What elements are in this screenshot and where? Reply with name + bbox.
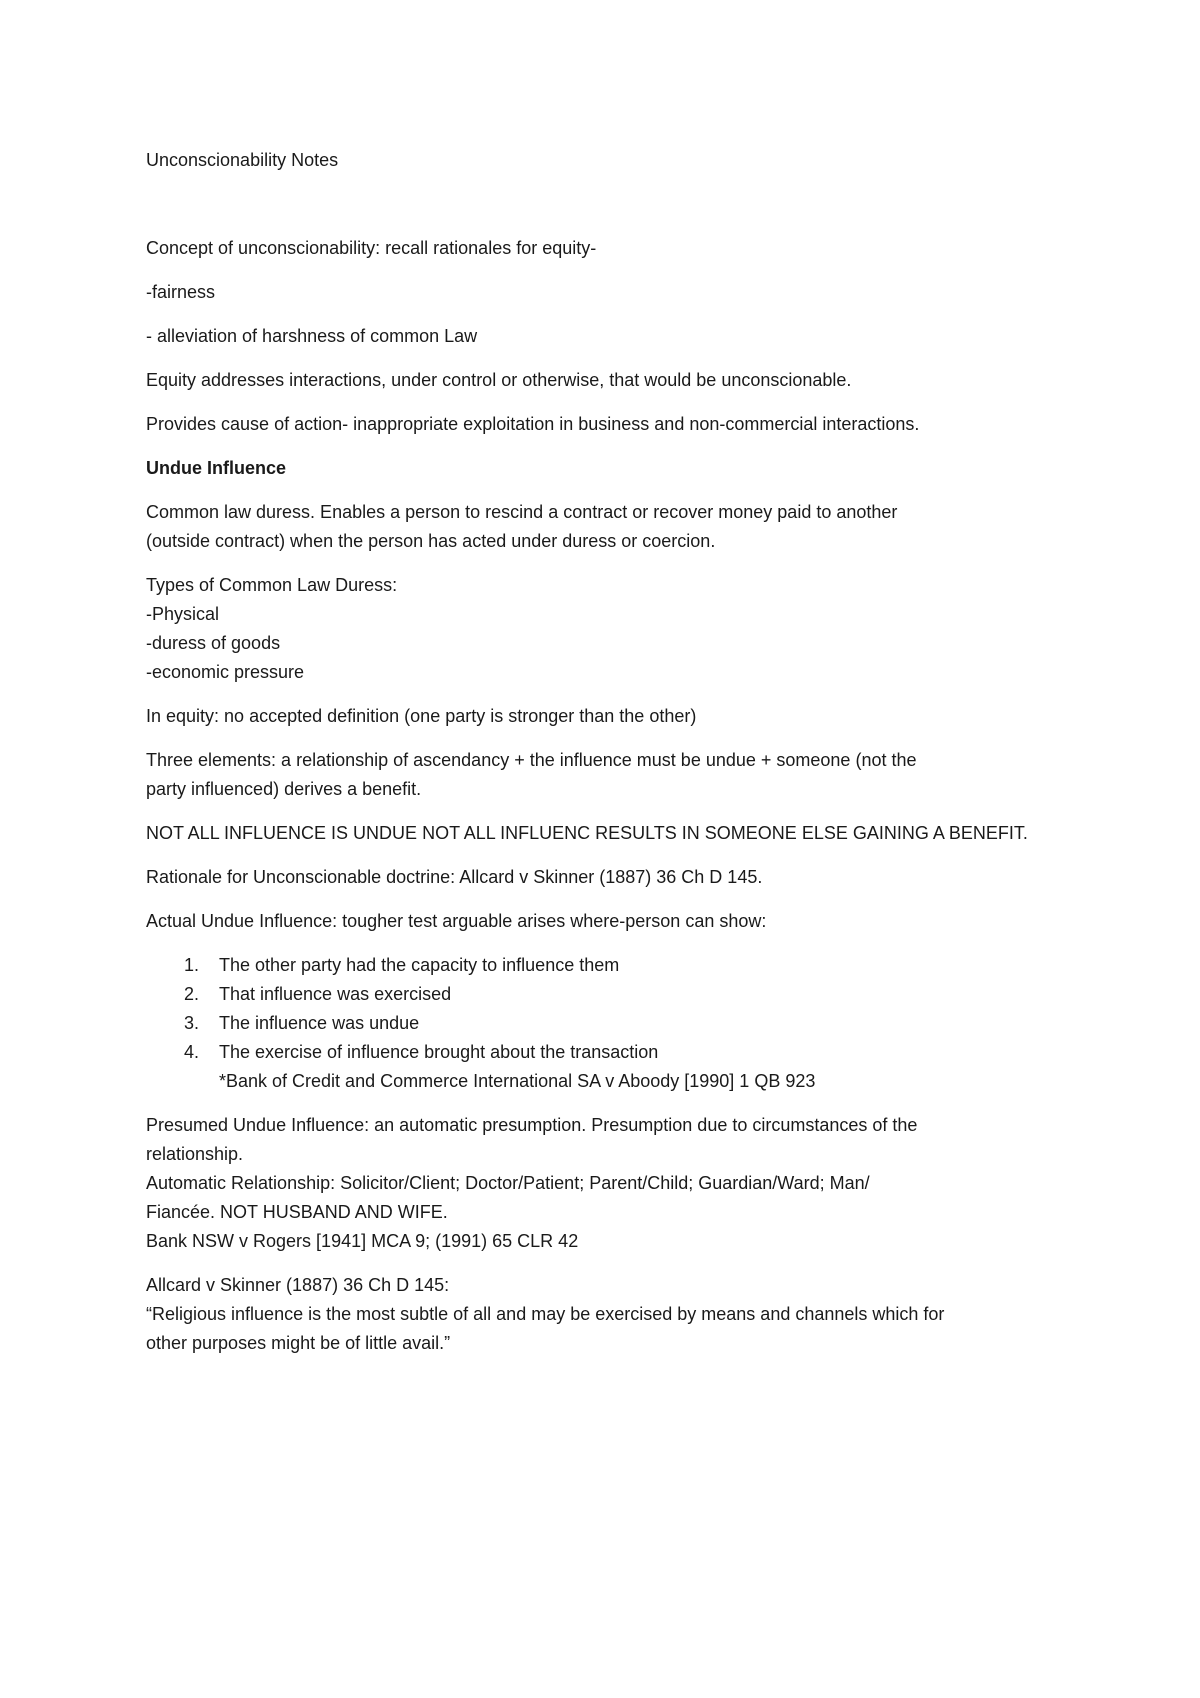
document-title: Unconscionability Notes xyxy=(146,150,339,170)
list-item: The other party had the capacity to influence them xyxy=(219,955,620,975)
paragraph-presumed-1: Presumed Undue Influence: an automatic presumption. Presumption due to circumstances of the xyxy=(146,1115,918,1135)
paragraph-fairness: -fairness xyxy=(146,282,216,302)
types-item: -Physical xyxy=(146,604,220,624)
paragraph-equity: Equity addresses interactions, under control or otherwise, that would be unconscionable. xyxy=(146,370,852,390)
list-number: 3. xyxy=(184,1013,200,1033)
paragraph-automatic-relationship: Automatic Relationship: Solicitor/Client; Doctor/Patient; Parent/Child; Guardian/Ward; Man/ xyxy=(146,1173,870,1193)
paragraph-concept: Concept of unconscionability: recall rationales for equity- xyxy=(146,238,597,258)
list-number: 4. xyxy=(184,1042,200,1062)
paragraph-rationale: Rationale for Unconscionable doctrine: Allcard v Skinner (1887) 36 Ch D 145. xyxy=(146,867,763,887)
paragraph-fiancee: Fiancée. NOT HUSBAND AND WIFE. xyxy=(146,1202,448,1222)
paragraph-cause: Provides cause of action- inappropriate exploitation in business and non-commercial interactions. xyxy=(146,414,920,434)
paragraph-in-equity: In equity: no accepted definition (one party is stronger than the other) xyxy=(146,706,697,726)
paragraph-alleviation: - alleviation of harshness of common Law xyxy=(146,326,478,346)
list-number: 2. xyxy=(184,984,200,1004)
list-number: 1. xyxy=(184,955,200,975)
types-item: -economic pressure xyxy=(146,662,305,682)
heading-undue-influence: Undue Influence xyxy=(146,458,287,478)
types-heading: Types of Common Law Duress: xyxy=(146,575,398,595)
paragraph-allcard-quote-2: other purposes might be of little avail.” xyxy=(146,1333,451,1353)
paragraph-allcard-quote-1: “Religious influence is the most subtle of all and may be exercised by means and channels which for xyxy=(146,1304,945,1324)
paragraph-allcard-citation: Allcard v Skinner (1887) 36 Ch D 145: xyxy=(146,1275,450,1295)
list-item: That influence was exercised xyxy=(219,984,452,1004)
paragraph-actual-undue: Actual Undue Influence: tougher test arguable arises where-person can show: xyxy=(146,911,767,931)
paragraph-presumed-2: relationship. xyxy=(146,1144,244,1164)
list-item: The exercise of influence brought about the transaction xyxy=(219,1042,659,1062)
list-item: The influence was undue xyxy=(219,1013,420,1033)
paragraph-common-law-duress-1: Common law duress. Enables a person to rescind a contract or recover money paid to another xyxy=(146,502,898,522)
types-item: -duress of goods xyxy=(146,633,281,653)
list-note-case: *Bank of Credit and Commerce International SA v Aboody [1990] 1 QB 923 xyxy=(219,1071,816,1091)
paragraph-bank-nsw: Bank NSW v Rogers [1941] MCA 9; (1991) 65 CLR 42 xyxy=(146,1231,579,1251)
paragraph-three-elements-1: Three elements: a relationship of ascendancy + the influence must be undue + someone (not the xyxy=(146,750,917,770)
paragraph-not-all-influence: NOT ALL INFLUENCE IS UNDUE NOT ALL INFLUENC RESULTS IN SOMEONE ELSE GAINING A BENEFIT. xyxy=(146,823,1028,843)
paragraph-three-elements-2: party influenced) derives a benefit. xyxy=(146,779,422,799)
paragraph-common-law-duress-2: (outside contract) when the person has acted under duress or coercion. xyxy=(146,531,716,551)
